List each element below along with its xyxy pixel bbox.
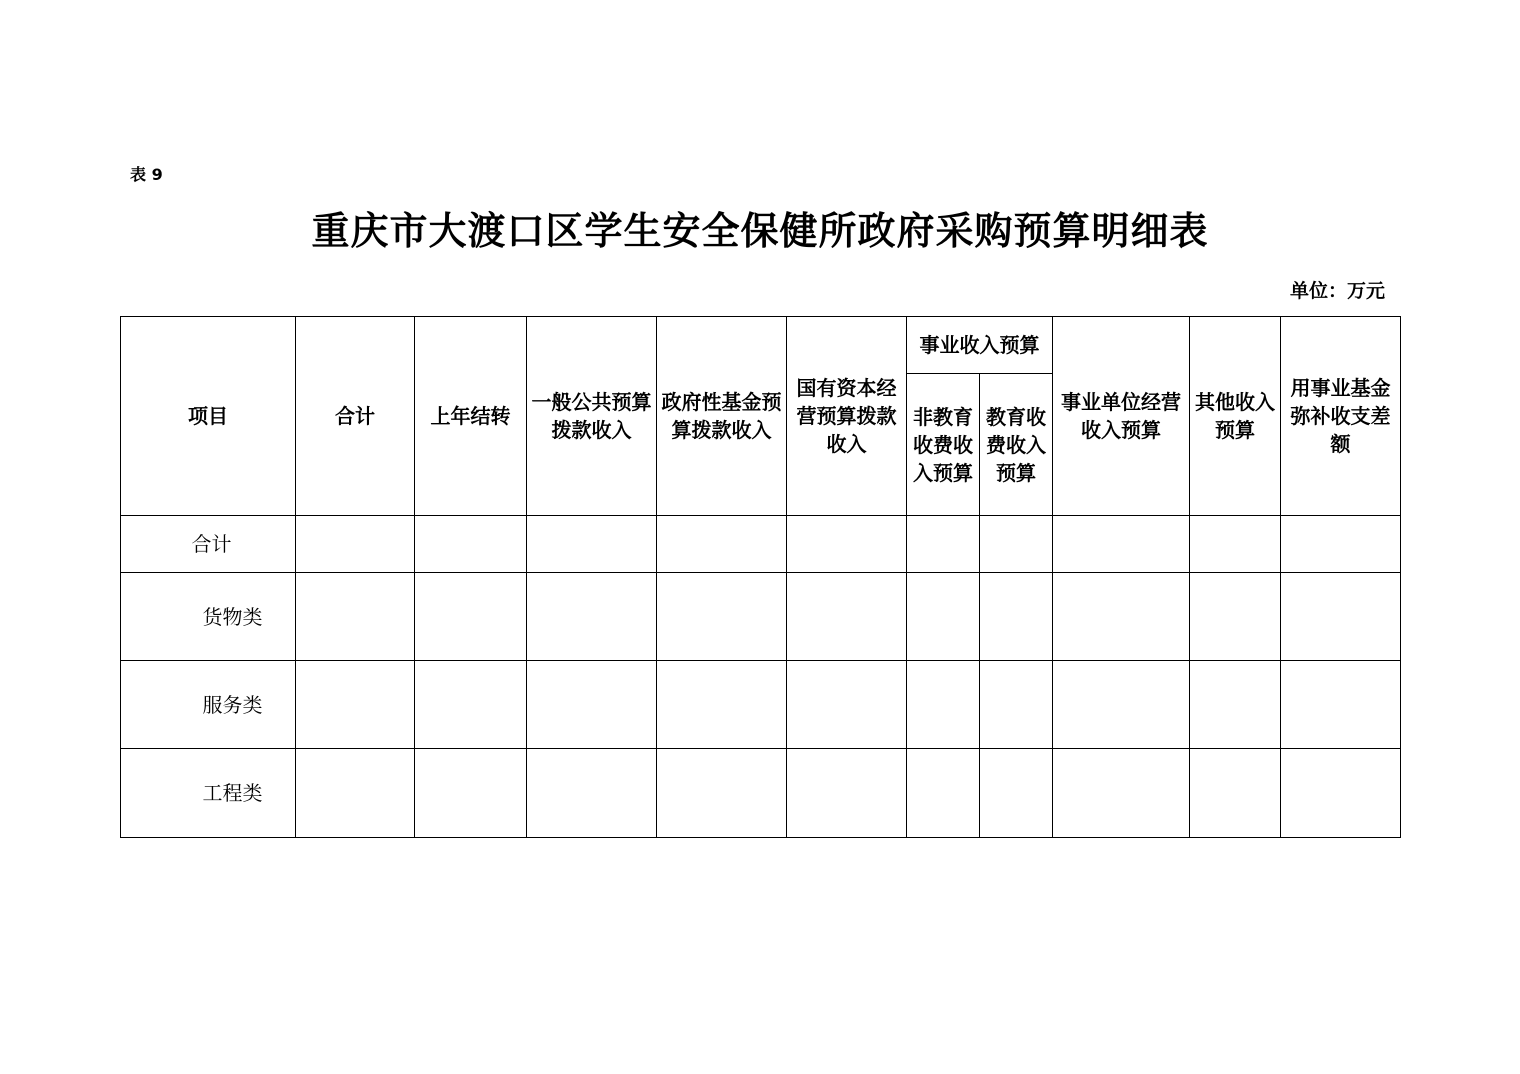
table-row xyxy=(121,573,1401,661)
table-row xyxy=(121,661,1401,749)
col-header-state-capital: 国有资本经营预算拨款收入 xyxy=(787,317,907,516)
header-row-top xyxy=(121,317,1401,374)
col-header-total: 合计 xyxy=(296,317,415,516)
page-title: 重庆市大渡口区学生安全保健所政府采购预算明细表 xyxy=(311,209,1209,253)
row-label-total: 合计 xyxy=(121,516,296,573)
col-header-edu-fee: 教育收费收入预算 xyxy=(980,374,1053,516)
table-number: 表 9 xyxy=(130,165,163,184)
table-row xyxy=(121,749,1401,838)
col-header-item: 项目 xyxy=(121,317,296,516)
table-row xyxy=(121,516,1401,573)
col-header-other-income: 其他收入预算 xyxy=(1190,317,1281,516)
col-header-gov-fund: 政府性基金预算拨款收入 xyxy=(657,317,787,516)
row-label-services: 服务类 xyxy=(121,661,296,749)
row-label-engineering: 工程类 xyxy=(121,749,296,838)
procurement-budget-table xyxy=(120,316,1401,838)
row-label-goods: 货物类 xyxy=(121,573,296,661)
unit-label: 单位：万元 xyxy=(1290,280,1386,302)
col-header-fund-supplement: 用事业基金弥补收支差额 xyxy=(1281,317,1401,516)
col-header-business-income-group: 事业收入预算 xyxy=(907,317,1053,374)
col-header-carryover: 上年结转 xyxy=(415,317,527,516)
col-header-non-edu-fee: 非教育收费收入预算 xyxy=(907,374,980,516)
col-header-general-public: 一般公共预算拨款收入 xyxy=(527,317,657,516)
col-header-business-operation: 事业单位经营收入预算 xyxy=(1053,317,1190,516)
